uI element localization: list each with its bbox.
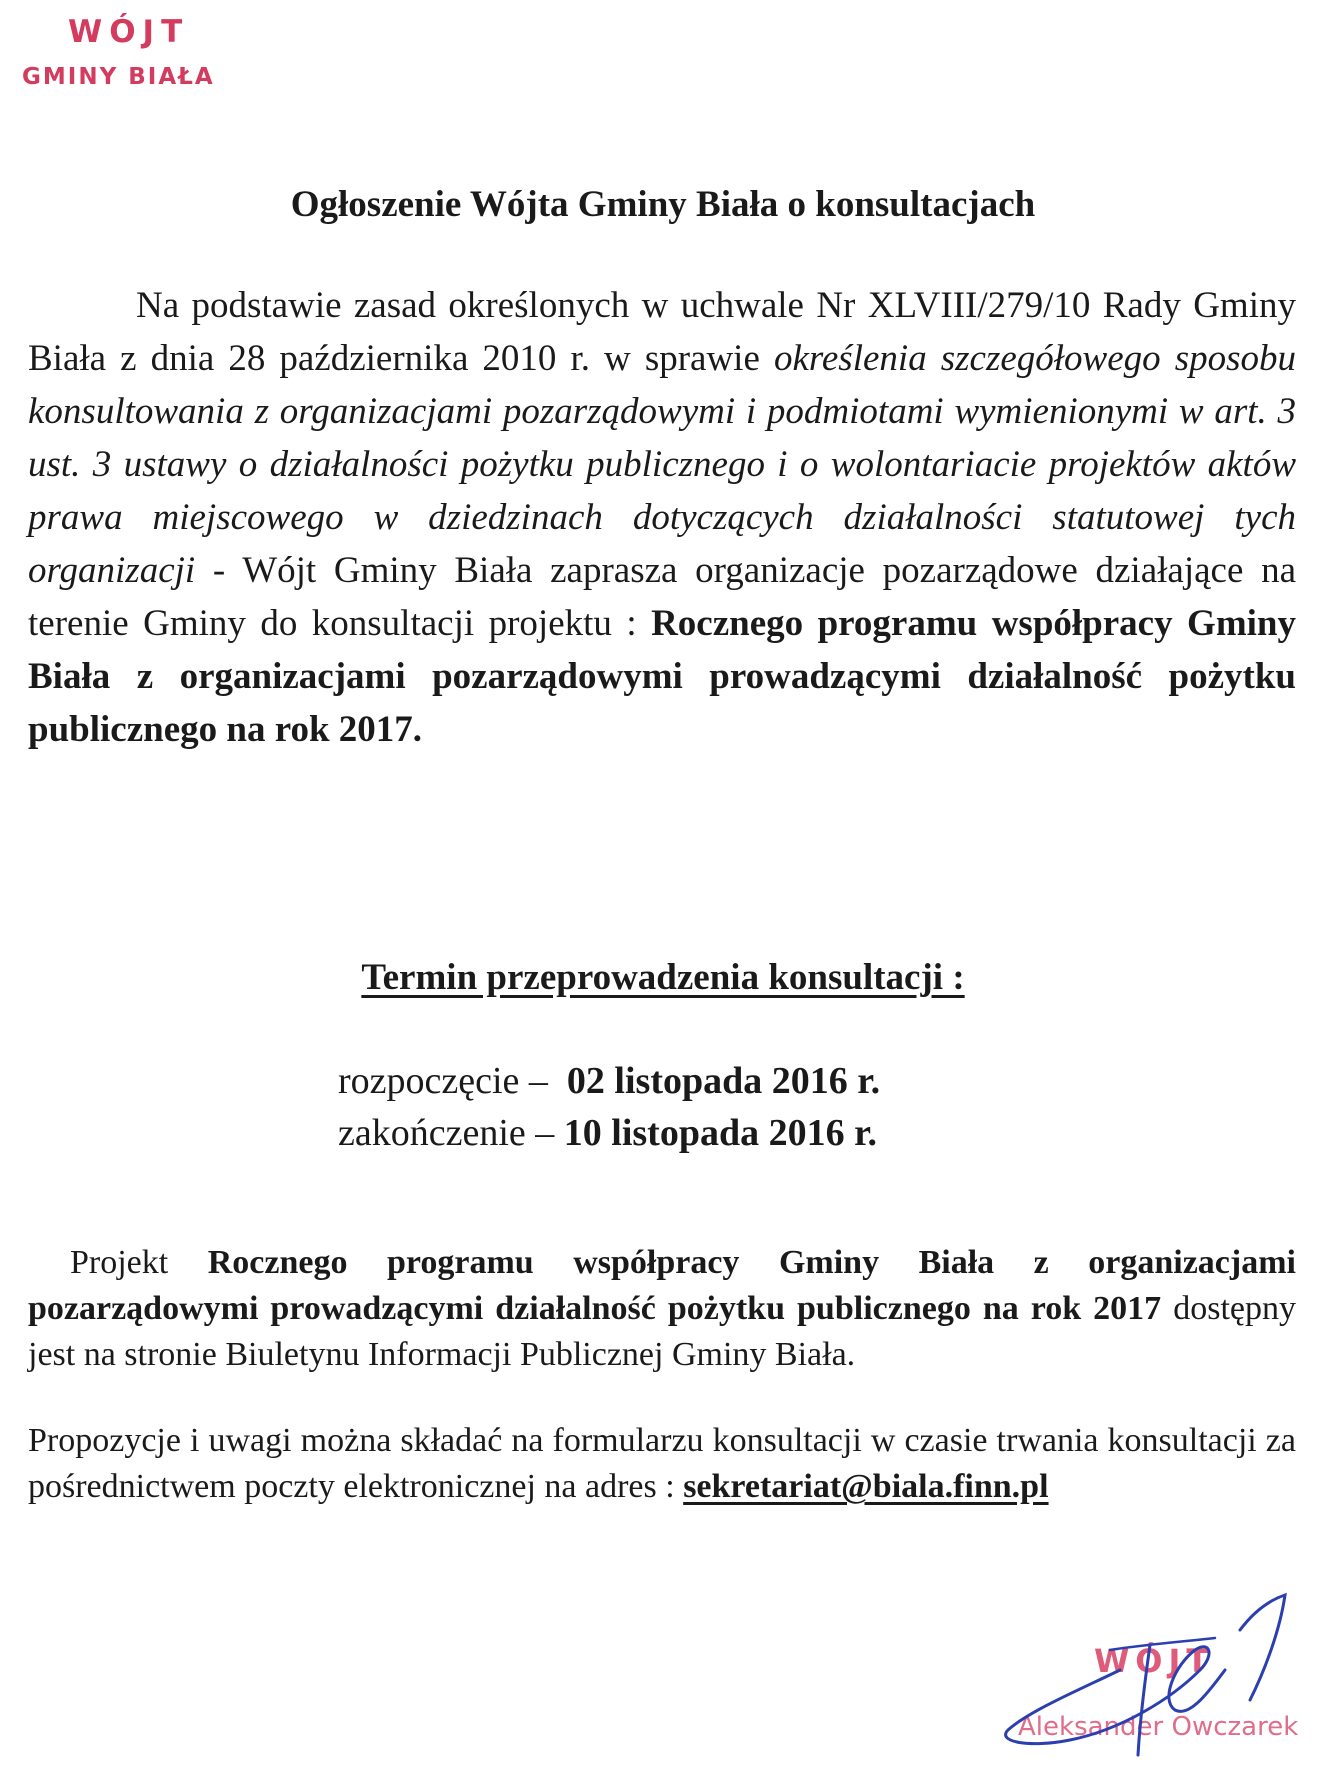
intro-paragraph — [28, 279, 1296, 756]
date-end-row — [338, 1111, 877, 1155]
project-prefix: Projekt — [70, 1244, 208, 1281]
signature-icon — [1000, 1590, 1300, 1760]
date-start-value: 02 listopada 2016 r. — [566, 1060, 881, 1102]
term-heading: Termin przeprowadzenia konsultacji : — [361, 957, 965, 998]
project-suffix: dostępny jest na stronie Biuletynu Informacji Publicznej Gminy Biała. — [28, 1290, 1296, 1373]
date-end-value: 10 listopada 2016 r. — [563, 1112, 877, 1154]
project-paragraph — [28, 1240, 1296, 1378]
proposals-text: Propozycje i uwagi można składać na formularzu konsultacji w czasie trwania konsultacji za pośrednictwem poczty elektronicznej na adres : — [28, 1422, 1296, 1505]
date-start-label: rozpoczęcie – — [338, 1060, 548, 1102]
intro-text-2: - Wójt Gminy Biała zaprasza organizacje pozarządowe działające na terenie Gminy do konsultacji projektu : — [28, 550, 1296, 644]
email-link[interactable]: sekretariat@biala.finn.pl — [683, 1468, 1049, 1505]
stamp-top-subtitle: GMINY BIAŁA — [22, 64, 215, 90]
program-title: Rocznego programu współpracy Gminy Biała z organizacjami pozarządowymi prowadzącymi działalność pożytku publicznego na rok 2017. — [28, 603, 1297, 750]
intro-italic: określenia szczegółowego sposobu konsultowania z organizacjami pozarządowymi i podmiotami wymienionymi w art. 3 ust. 3 ustawy o działalności pożytku publicznego i o wolontariacie projektów aktów prawa miejscowego w dziedzinach dotyczących działalności statutowej tych organizacji — [28, 338, 1297, 591]
stamp-bottom-name: Aleksander Owczarek — [1018, 1712, 1299, 1742]
page-title: Ogłoszenie Wójta Gminy Biała o konsultacjach — [290, 184, 1036, 225]
date-end-label: zakończenie – — [338, 1112, 555, 1154]
stamp-top-title: WÓJT — [68, 14, 190, 50]
proposals-paragraph — [28, 1418, 1296, 1510]
stamp-bottom-title: WÓJT — [1094, 1642, 1215, 1680]
date-start-row — [338, 1059, 880, 1103]
project-title: Rocznego programu współpracy Gminy Biała z organizacjami pozarządowymi prowadzącymi działalność pożytku publicznego na rok 2017 — [28, 1244, 1296, 1327]
intro-text-1: Na podstawie zasad określonych w uchwale Nr XLVIII/279/10 Rady Gminy Biała z dnia 28 października 2010 r. w sprawie — [28, 285, 1296, 379]
